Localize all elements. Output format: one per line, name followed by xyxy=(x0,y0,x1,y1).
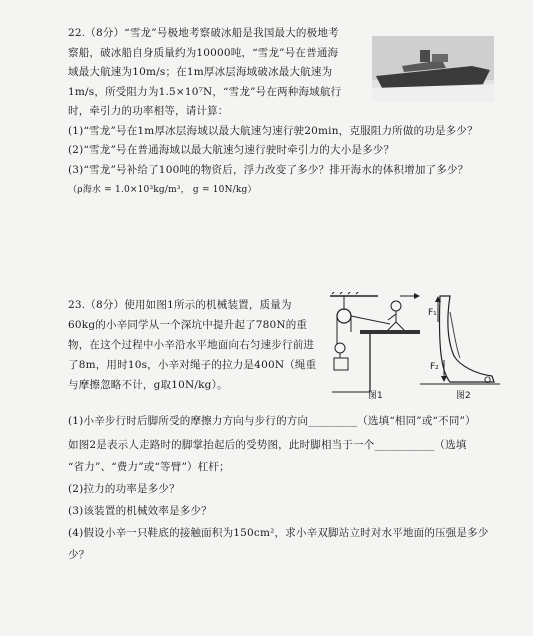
figure-1-pulley xyxy=(330,292,420,402)
q23-question-4-end: 少？ xyxy=(68,549,90,561)
pulley-diagram-icon xyxy=(330,292,420,402)
icebreaker-ship-icon xyxy=(372,36,494,102)
figure-2-force-top: F₁ xyxy=(428,308,437,318)
q23-question-1-end: “省力”、“费力”或“等臂”）杠杆； xyxy=(68,461,230,473)
q23-intro-1: 23.（8分）使用如图1所示的机械装置，质量为 xyxy=(68,299,292,311)
q23-intro-4: 了8m，用时10s，小辛对绳子的拉力是400N（绳重 xyxy=(68,359,317,371)
q22-line-6: (1)“雪龙”号在1m厚冰层海域以最大航速匀速行驶20min，克服阻力所做的功是多少？ xyxy=(68,125,478,137)
q22-line-1: 22.（8分）“雪龙”号极地考察破冰船是我国最大的极地考 xyxy=(68,27,339,39)
q23-intro-5: 与摩擦忽略不计，g取10N/kg）。 xyxy=(68,379,228,391)
q23-question-1-cont: 如图2是表示人走路时的脚掌抬起后的受势图，此时脚相当于一个___________（选填 xyxy=(68,439,467,451)
figure-1-label: 图1 xyxy=(368,391,383,401)
figure-2-force-bottom: F₂ xyxy=(430,362,439,372)
q23-question-2: (2)拉力的功率是多少？ xyxy=(68,483,180,495)
q23-question-3: (3)该装置的机械效率是多少？ xyxy=(68,505,212,517)
q23-intro-2: 60kg的小辛同学从一个深坑中提升起了780N的重 xyxy=(68,319,308,331)
figure-2-pivot: O xyxy=(484,376,492,386)
q22-line-9: （ρ海水 = 1.0×10³kg/m³， g = 10N/kg） xyxy=(68,185,257,195)
q23-question-1: (1)小辛步行时后脚所受的摩擦力方向与步行的方向_________（选填“相同”或“不同”） xyxy=(68,415,476,427)
q22-line-7: (2)“雪龙”号在普通海域以最大航速匀速行驶时牵引力的大小是多少？ xyxy=(68,144,395,156)
icebreaker-ship-photo xyxy=(372,36,494,102)
q22-line-8: (3)“雪龙”号补给了100吨的物资后，浮力改变了多少？排开海水的体积增加了多少？ xyxy=(68,164,469,176)
q22-line-5: 时，牵引力的功率相等，请计算： xyxy=(68,105,229,117)
figure-2-label: 图2 xyxy=(456,391,471,401)
q23-question-4: (4)假设小辛一只鞋底的接触面积为150cm²，求小辛双脚站立时对水平地面的压强是多少 xyxy=(68,527,489,539)
q22-line-3: 域最大航速为10m/s；在1m厚冰层海域破冰最大航速为 xyxy=(68,66,333,78)
q22-line-4: 1m/s，所受阻力为1.5×10⁷N，“雪龙”号在两种海域航行 xyxy=(68,86,342,98)
q23-intro-3: 物，在这个过程中小辛沿水平地面向右匀速步行前进 xyxy=(68,339,315,351)
q22-line-2: 察船，破冰船自身质量约为10000吨，“雪龙”号在普通海 xyxy=(68,47,339,59)
